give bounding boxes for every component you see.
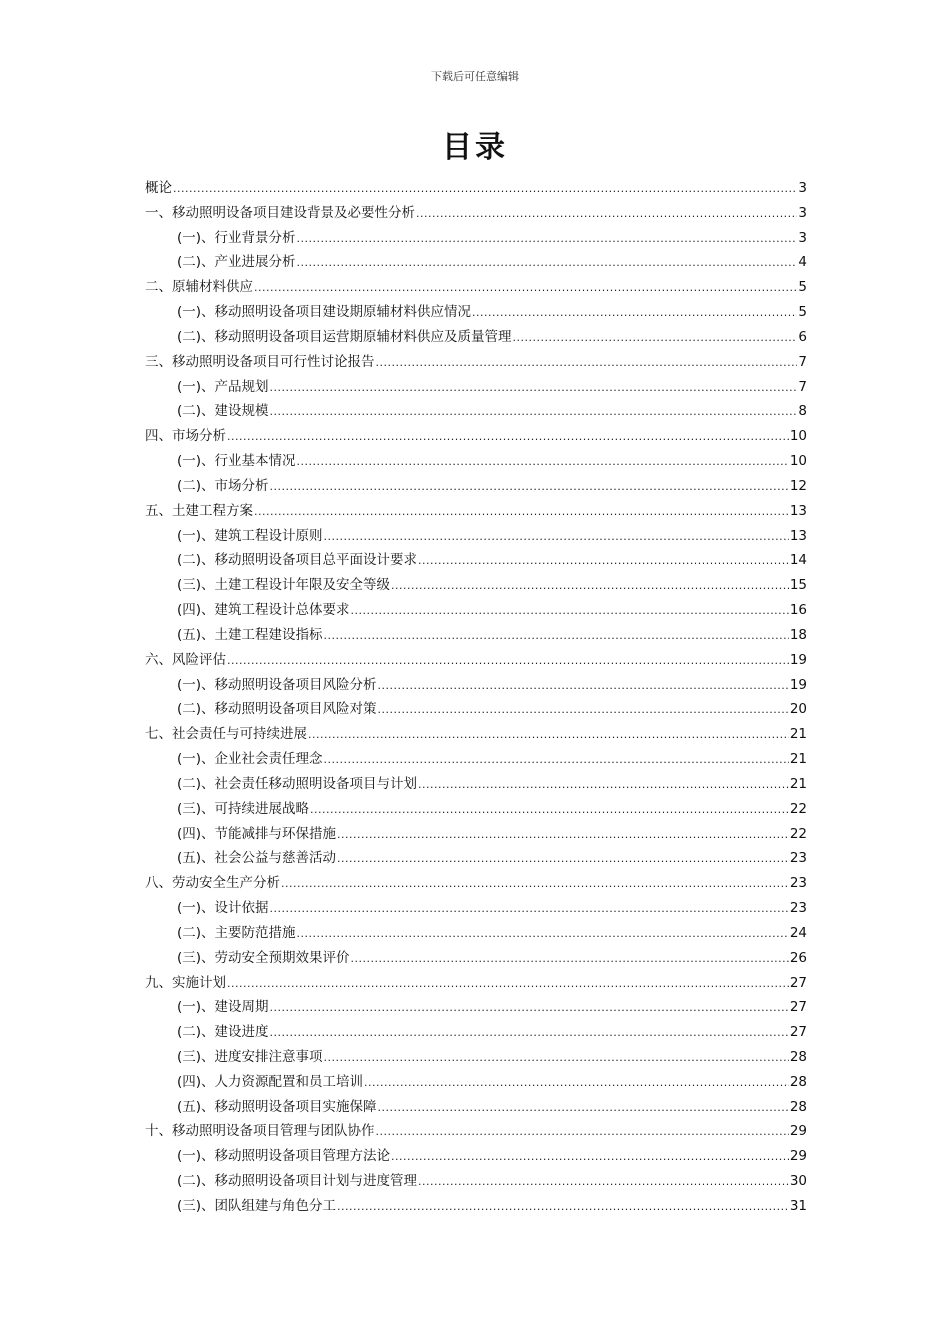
toc-entry-title: (一)、移动照明设备项目管理方法论 [177, 1148, 391, 1165]
toc-entry-title: (五)、移动照明设备项目实施保障 [177, 1098, 377, 1115]
dot-leader [308, 723, 789, 748]
dot-leader [418, 549, 789, 574]
toc-section-entry[interactable] [145, 822, 807, 847]
toc-page-number: 22 [789, 825, 807, 842]
toc-page-number: 31 [789, 1197, 807, 1214]
dot-leader [378, 1096, 789, 1121]
toc-page-number: 29 [789, 1148, 807, 1165]
toc-entry-title: (一)、设计依据 [177, 900, 269, 917]
toc-entry-title: 概论 [145, 180, 172, 196]
toc-entry-title: 六、风险评估 [145, 651, 226, 668]
toc-entry-title: (一)、行业背景分析 [177, 229, 296, 246]
toc-entry-title: (三)、可持续进展战略 [177, 800, 310, 817]
toc-chapter-entry[interactable] [145, 499, 807, 524]
dot-leader [378, 674, 789, 699]
toc-section-entry[interactable] [145, 921, 807, 946]
dot-leader [173, 177, 797, 202]
dot-leader [270, 475, 789, 500]
toc-chapter-entry[interactable] [145, 201, 807, 226]
toc-page-number: 22 [789, 800, 807, 817]
toc-section-entry[interactable] [145, 449, 807, 474]
toc-page-number: 21 [789, 751, 807, 768]
toc-section-entry[interactable] [145, 1020, 807, 1045]
toc-section-entry[interactable] [145, 250, 807, 275]
toc-entry-title: 十、移动照明设备项目管理与团队协作 [145, 1123, 375, 1140]
dot-leader [513, 326, 798, 351]
toc-page-number: 4 [798, 254, 807, 271]
toc-section-entry[interactable] [145, 325, 807, 350]
toc-section-entry[interactable] [145, 1194, 807, 1219]
toc-page-number: 23 [789, 900, 807, 917]
toc-entry-title: (二)、主要防范措施 [177, 924, 296, 941]
dot-leader [376, 1120, 789, 1145]
toc-entry-title: (四)、人力资源配置和员工培训 [177, 1073, 364, 1090]
table-of-contents [145, 176, 807, 1219]
toc-page-number: 8 [798, 403, 807, 420]
toc-entry-title: (一)、产品规划 [177, 378, 269, 395]
toc-page-number: 16 [789, 602, 807, 619]
toc-section-entry[interactable] [145, 1045, 807, 1070]
dot-leader [270, 996, 789, 1021]
page-title: 目录 [442, 130, 508, 165]
toc-section-entry[interactable] [145, 598, 807, 623]
toc-entry-title: (一)、行业基本情况 [177, 453, 296, 470]
toc-page-number: 3 [798, 229, 807, 246]
dot-leader [297, 227, 798, 252]
dot-leader [227, 425, 789, 450]
toc-entry-title: (一)、企业社会责任理念 [177, 751, 323, 768]
toc-section-entry[interactable] [145, 524, 807, 549]
dot-leader [281, 872, 789, 897]
dot-leader [324, 1046, 789, 1071]
toc-entry-title: (三)、进度安排注意事项 [177, 1048, 323, 1065]
toc-page-number: 29 [789, 1123, 807, 1140]
dot-leader [391, 574, 789, 599]
toc-page-number: 14 [789, 552, 807, 569]
toc-page-number: 30 [789, 1173, 807, 1190]
dot-leader [472, 301, 797, 326]
toc-entry-title: (三)、劳动安全预期效果评价 [177, 949, 350, 966]
dot-leader [270, 1021, 789, 1046]
toc-entry-title: (四)、节能减排与环保措施 [177, 825, 337, 842]
toc-section-entry[interactable] [145, 1070, 807, 1095]
dot-leader [270, 897, 789, 922]
toc-section-entry[interactable] [145, 548, 807, 573]
toc-entry-title: (一)、建筑工程设计原则 [177, 527, 323, 544]
toc-entry-title: (二)、移动照明设备项目运营期原辅材料供应及质量管理 [177, 328, 512, 345]
toc-entry-title: (二)、产业进展分析 [177, 254, 296, 271]
toc-section-entry[interactable] [145, 474, 807, 499]
toc-entry-title: 九、实施计划 [145, 974, 226, 991]
toc-section-entry[interactable] [145, 1169, 807, 1194]
toc-section-entry[interactable] [145, 946, 807, 971]
toc-chapter-entry[interactable] [145, 350, 807, 375]
dot-leader [418, 773, 789, 798]
toc-entry-title: (五)、土建工程建设指标 [177, 626, 323, 643]
toc-page-number: 21 [789, 726, 807, 743]
toc-entry-title: (一)、移动照明设备项目建设期原辅材料供应情况 [177, 304, 472, 321]
toc-page-number: 5 [798, 279, 807, 296]
toc-entry-title: 三、移动照明设备项目可行性讨论报告 [145, 353, 375, 370]
dot-leader [391, 1145, 789, 1170]
toc-section-entry[interactable] [145, 747, 807, 772]
toc-section-entry[interactable] [145, 772, 807, 797]
toc-entry-title: 四、市场分析 [145, 428, 226, 445]
toc-section-entry[interactable] [145, 399, 807, 424]
dot-leader [351, 947, 789, 972]
toc-page-number: 23 [789, 875, 807, 892]
toc-chapter-entry[interactable] [145, 176, 807, 201]
toc-page-number: 10 [789, 453, 807, 470]
toc-page-number: 19 [789, 676, 807, 693]
toc-page-number: 3 [798, 180, 807, 196]
dot-leader [270, 376, 798, 401]
toc-page-number: 27 [789, 999, 807, 1016]
toc-page-number: 19 [789, 651, 807, 668]
toc-entry-title: (五)、社会公益与慈善活动 [177, 850, 337, 867]
toc-entry-title: (二)、移动照明设备项目总平面设计要求 [177, 552, 418, 569]
toc-entry-title: 八、劳动安全生产分析 [145, 875, 280, 892]
toc-section-entry[interactable] [145, 995, 807, 1020]
toc-section-entry[interactable] [145, 697, 807, 722]
toc-section-entry[interactable] [145, 673, 807, 698]
toc-section-entry[interactable] [145, 300, 807, 325]
toc-entry-title: (二)、建设进度 [177, 1024, 269, 1041]
dot-leader [324, 525, 789, 550]
dot-leader [297, 922, 789, 947]
toc-page-number: 21 [789, 775, 807, 792]
toc-page-number: 27 [789, 974, 807, 991]
toc-chapter-entry[interactable] [145, 971, 807, 996]
toc-page-number: 28 [789, 1048, 807, 1065]
toc-page-number: 10 [789, 428, 807, 445]
dot-leader [337, 1195, 789, 1220]
toc-entry-title: (二)、社会责任移动照明设备项目与计划 [177, 775, 418, 792]
toc-page-number: 6 [798, 328, 807, 345]
toc-chapter-entry[interactable] [145, 1119, 807, 1144]
dot-leader [310, 798, 789, 823]
dot-leader [324, 748, 789, 773]
toc-page-number: 28 [789, 1073, 807, 1090]
toc-page-number: 26 [789, 949, 807, 966]
dot-leader [337, 823, 789, 848]
toc-page-number: 12 [789, 477, 807, 494]
dot-leader [378, 698, 789, 723]
toc-entry-title: 七、社会责任与可持续进展 [145, 726, 307, 743]
dot-leader [227, 972, 789, 997]
toc-entry-title: 二、原辅材料供应 [145, 279, 253, 296]
toc-section-entry[interactable] [145, 573, 807, 598]
toc-page-number: 5 [798, 304, 807, 321]
toc-chapter-entry[interactable] [145, 648, 807, 673]
toc-page-number: 13 [789, 502, 807, 519]
toc-entry-title: 五、土建工程方案 [145, 502, 253, 519]
toc-section-entry[interactable] [145, 375, 807, 400]
dot-leader [351, 599, 789, 624]
header-note: 下载后可任意编辑 [431, 70, 519, 83]
toc-page-number: 7 [798, 378, 807, 395]
toc-section-entry[interactable] [145, 623, 807, 648]
toc-page-number: 18 [789, 626, 807, 643]
toc-page-number: 28 [789, 1098, 807, 1115]
dot-leader [324, 624, 789, 649]
toc-chapter-entry[interactable] [145, 871, 807, 896]
toc-chapter-entry[interactable] [145, 722, 807, 747]
toc-section-entry[interactable] [145, 226, 807, 251]
dot-leader [418, 1170, 789, 1195]
dot-leader [254, 500, 789, 525]
toc-page-number: 15 [789, 577, 807, 594]
toc-page-number: 27 [789, 1024, 807, 1041]
toc-section-entry[interactable] [145, 1144, 807, 1169]
toc-page-number: 24 [789, 924, 807, 941]
toc-page-number: 7 [798, 353, 807, 370]
toc-page-number: 13 [789, 527, 807, 544]
toc-entry-title: (三)、土建工程设计年限及安全等级 [177, 577, 391, 594]
dot-leader [416, 202, 797, 227]
toc-page-number: 20 [789, 701, 807, 718]
dot-leader [227, 649, 789, 674]
toc-page-number: 23 [789, 850, 807, 867]
toc-entry-title: (三)、团队组建与角色分工 [177, 1197, 337, 1214]
dot-leader [297, 450, 789, 475]
toc-entry-title: (二)、市场分析 [177, 477, 269, 494]
toc-entry-title: (二)、移动照明设备项目计划与进度管理 [177, 1173, 418, 1190]
toc-page-number: 3 [798, 204, 807, 221]
toc-entry-title: 一、移动照明设备项目建设背景及必要性分析 [145, 204, 415, 221]
toc-entry-title: (二)、建设规模 [177, 403, 269, 420]
dot-leader [254, 276, 797, 301]
toc-section-entry[interactable] [145, 797, 807, 822]
dot-leader [297, 251, 798, 276]
toc-entry-title: (二)、移动照明设备项目风险对策 [177, 701, 377, 718]
dot-leader [376, 351, 798, 376]
dot-leader [270, 400, 798, 425]
dot-leader [337, 847, 789, 872]
toc-entry-title: (一)、移动照明设备项目风险分析 [177, 676, 377, 693]
toc-chapter-entry[interactable] [145, 424, 807, 449]
toc-entry-title: (四)、建筑工程设计总体要求 [177, 602, 350, 619]
toc-section-entry[interactable] [145, 896, 807, 921]
toc-section-entry[interactable] [145, 846, 807, 871]
toc-chapter-entry[interactable] [145, 275, 807, 300]
toc-section-entry[interactable] [145, 1095, 807, 1120]
dot-leader [364, 1071, 789, 1096]
toc-entry-title: (一)、建设周期 [177, 999, 269, 1016]
